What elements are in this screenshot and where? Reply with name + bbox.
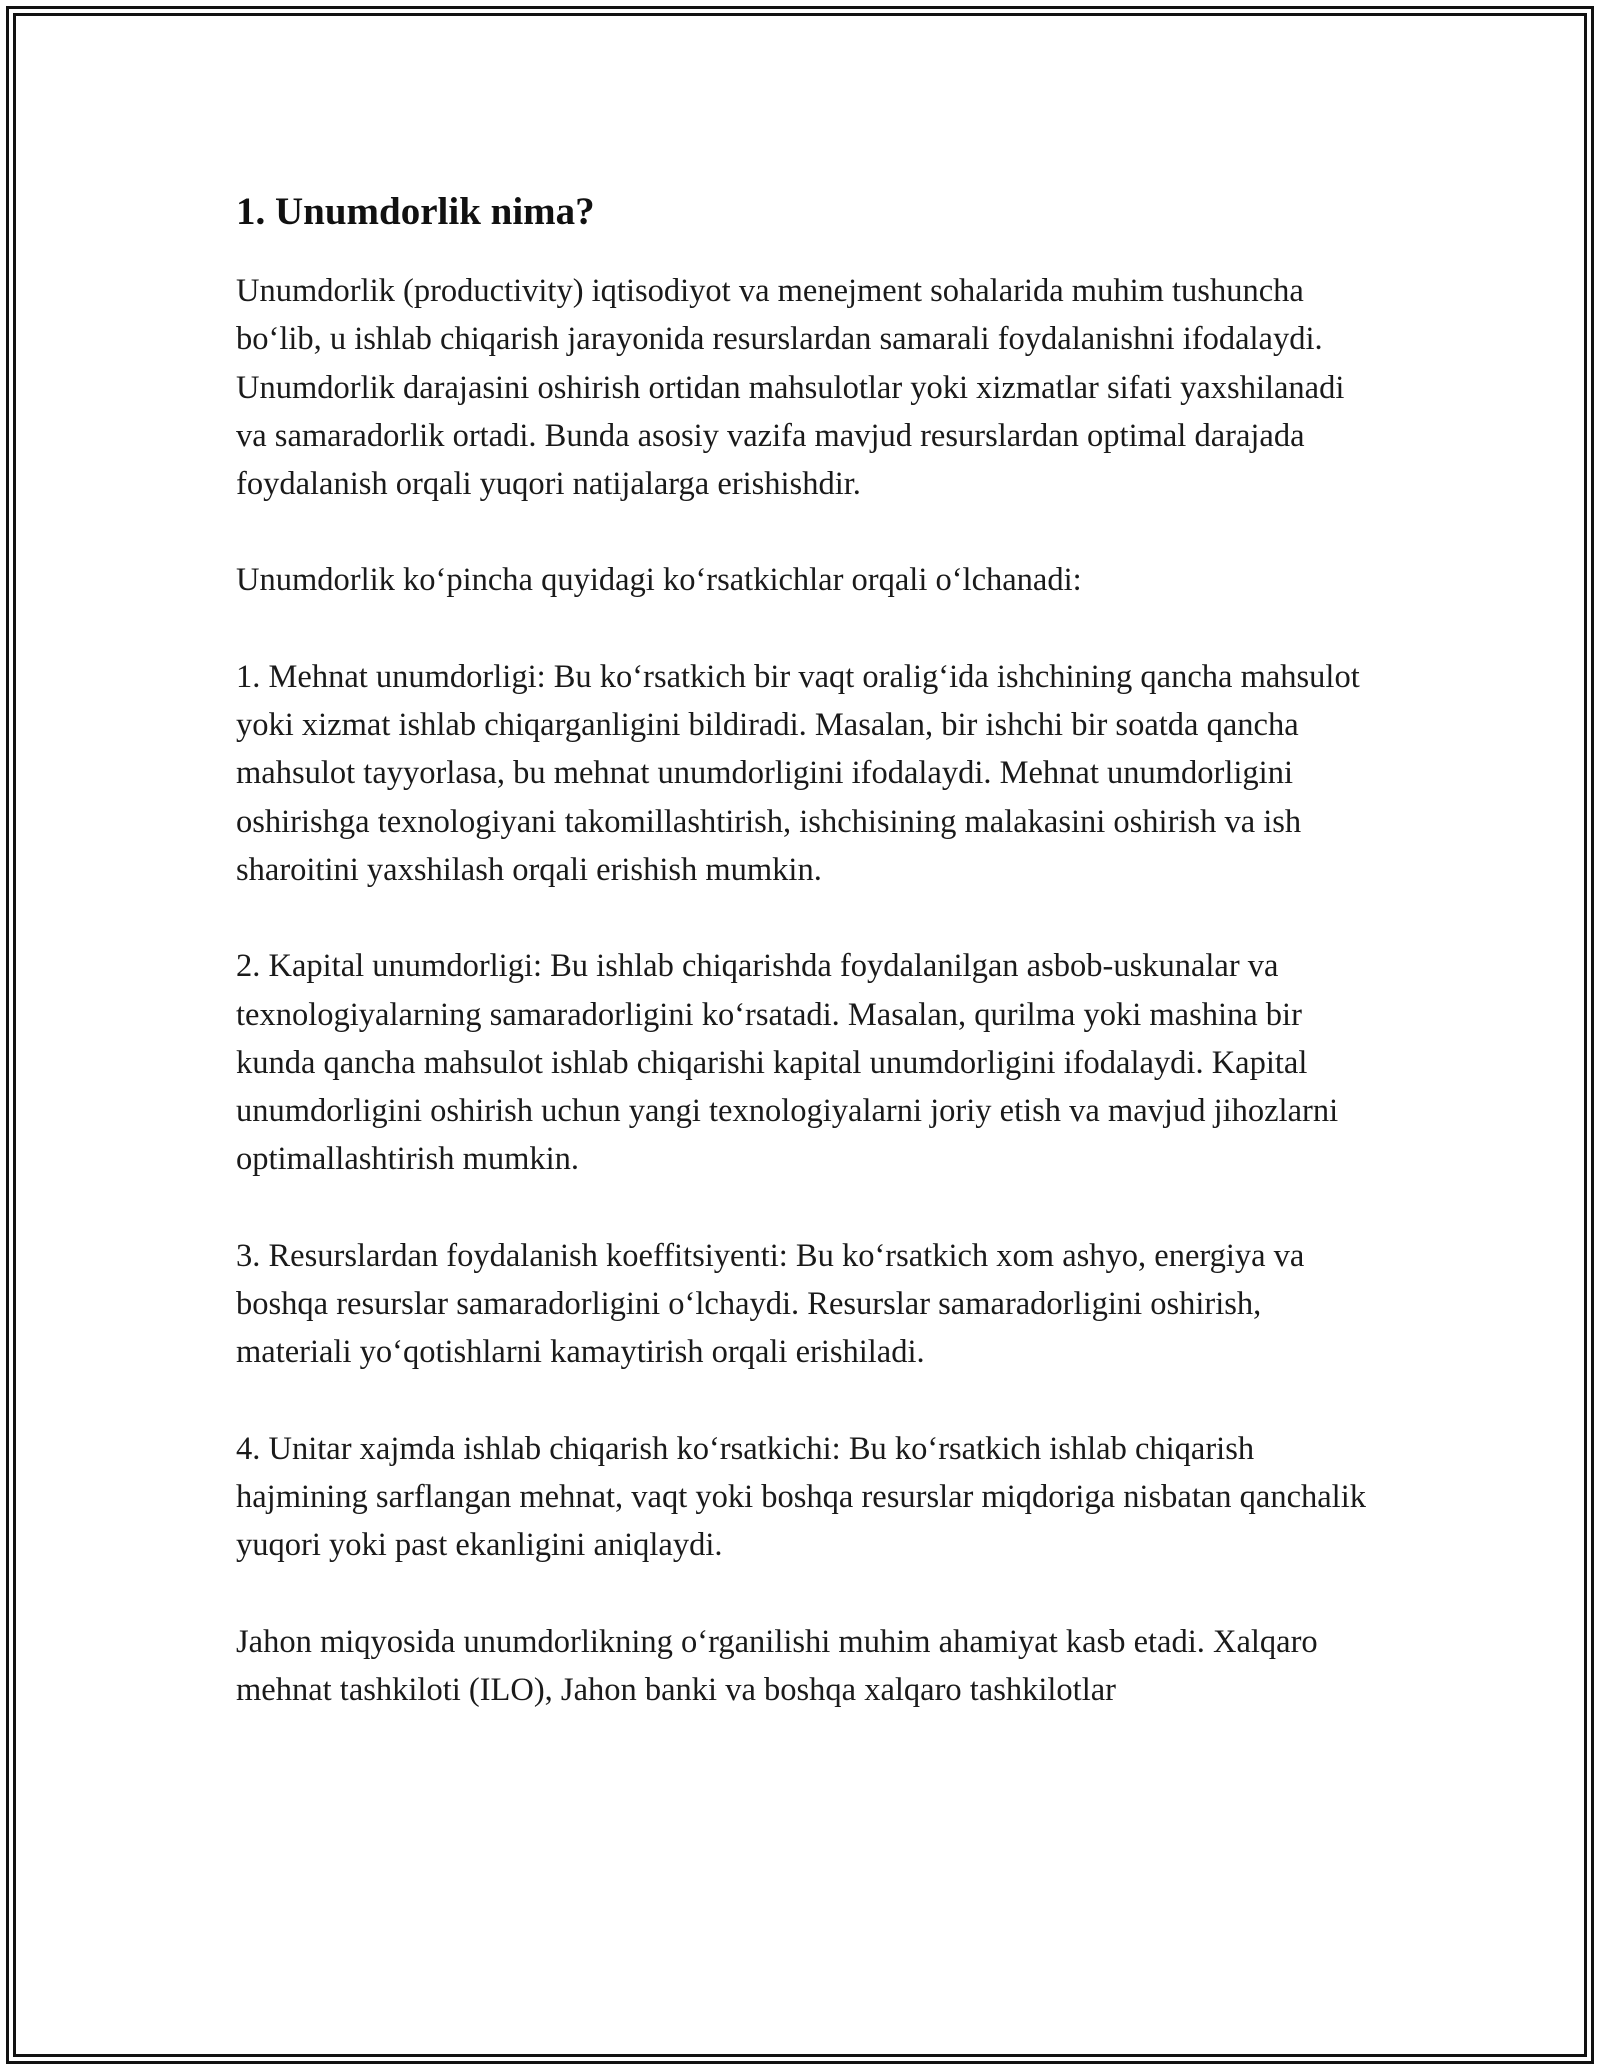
paragraph-unit-volume: 4. Unitar xajmda ishlab chiqarish ko‘rsatkichi: Bu ko‘rsatkich ishlab chiqarish hajmining sarflangan mehnat, vaqt yoki boshqa resurslar miqdoriga nisbatan qanchalik yuqori yoki past ekanligini aniqlaydi.	[236, 1430, 1366, 1564]
paragraph-global-study: Jahon miqyosida unumdorlikning o‘rganilishi muhim ahamiyat kasb etadi. Xalqaro mehnat tashkiloti (ILO), Jahon banki va boshqa xalqaro tashkilotlar	[236, 1623, 1318, 1708]
paragraph-resource-coefficient: 3. Resurslardan foydalanish koeffitsiyenti: Bu ko‘rsatkich xom ashyo, energiya va boshqa resurslar samaradorligini o‘lchaydi. Resurslar samaradorligini oshirish, materiali yo‘qotishlarni kamaytirish orqali erishiladi.	[236, 1237, 1305, 1371]
paragraph-capital-productivity: 2. Kapital unumdorligi: Bu ishlab chiqarishda foydalanilgan asbob-uskunalar va texnologiyalarning samaradorligini ko‘rsatadi. Masalan, qurilma yoki mashina bir kunda qancha mahsulot ishlab chiqarishi kapital unumdorligini ifodalaydi. Kapital unumdorligini oshirish uchun yangi texnologiyalarni joriy etish va mavjud jihozlarni optimallashtirish mumkin.	[236, 948, 1339, 1178]
document-body	[236, 188, 1376, 1762]
paragraph-intro: Unumdorlik (productivity) iqtisodiyot va menejment sohalarida muhim tushuncha bo‘lib, u ishlab chiqarish jarayonida resurslardan samarali foydalanishni ifodalaydi. Unumdorlik darajasini oshirish ortidan mahsulotlar yoki xizmatlar sifati yaxshilanadi va samaradorlik ortadi. Bunda asosiy vazifa mavjud resurslardan optimal darajada foydalanish orqali yuqori natijalarga erishishdir.	[236, 273, 1345, 503]
paragraph-indicators-lead: Unumdorlik ko‘pincha quyidagi ko‘rsatkichlar orqali o‘lchanadi:	[236, 562, 1082, 599]
paragraph-labor-productivity: 1. Mehnat unumdorligi: Bu ko‘rsatkich bir vaqt oralig‘ida ishchining qancha mahsulot yoki xizmat ishlab chiqarganligini bildiradi. Masalan, bir ishchi bir soatda qancha mahsulot tayyorlasa, bu mehnat unumdorligini ifodalaydi. Mehnat unumdorligini oshirishga texnologiyani takomillashtirish, ishchisining malakasini oshirish va ish sharoitini yaxshilash orqali erishish mumkin.	[236, 658, 1360, 888]
section-heading: 1. Unumdorlik nima?	[236, 190, 595, 233]
